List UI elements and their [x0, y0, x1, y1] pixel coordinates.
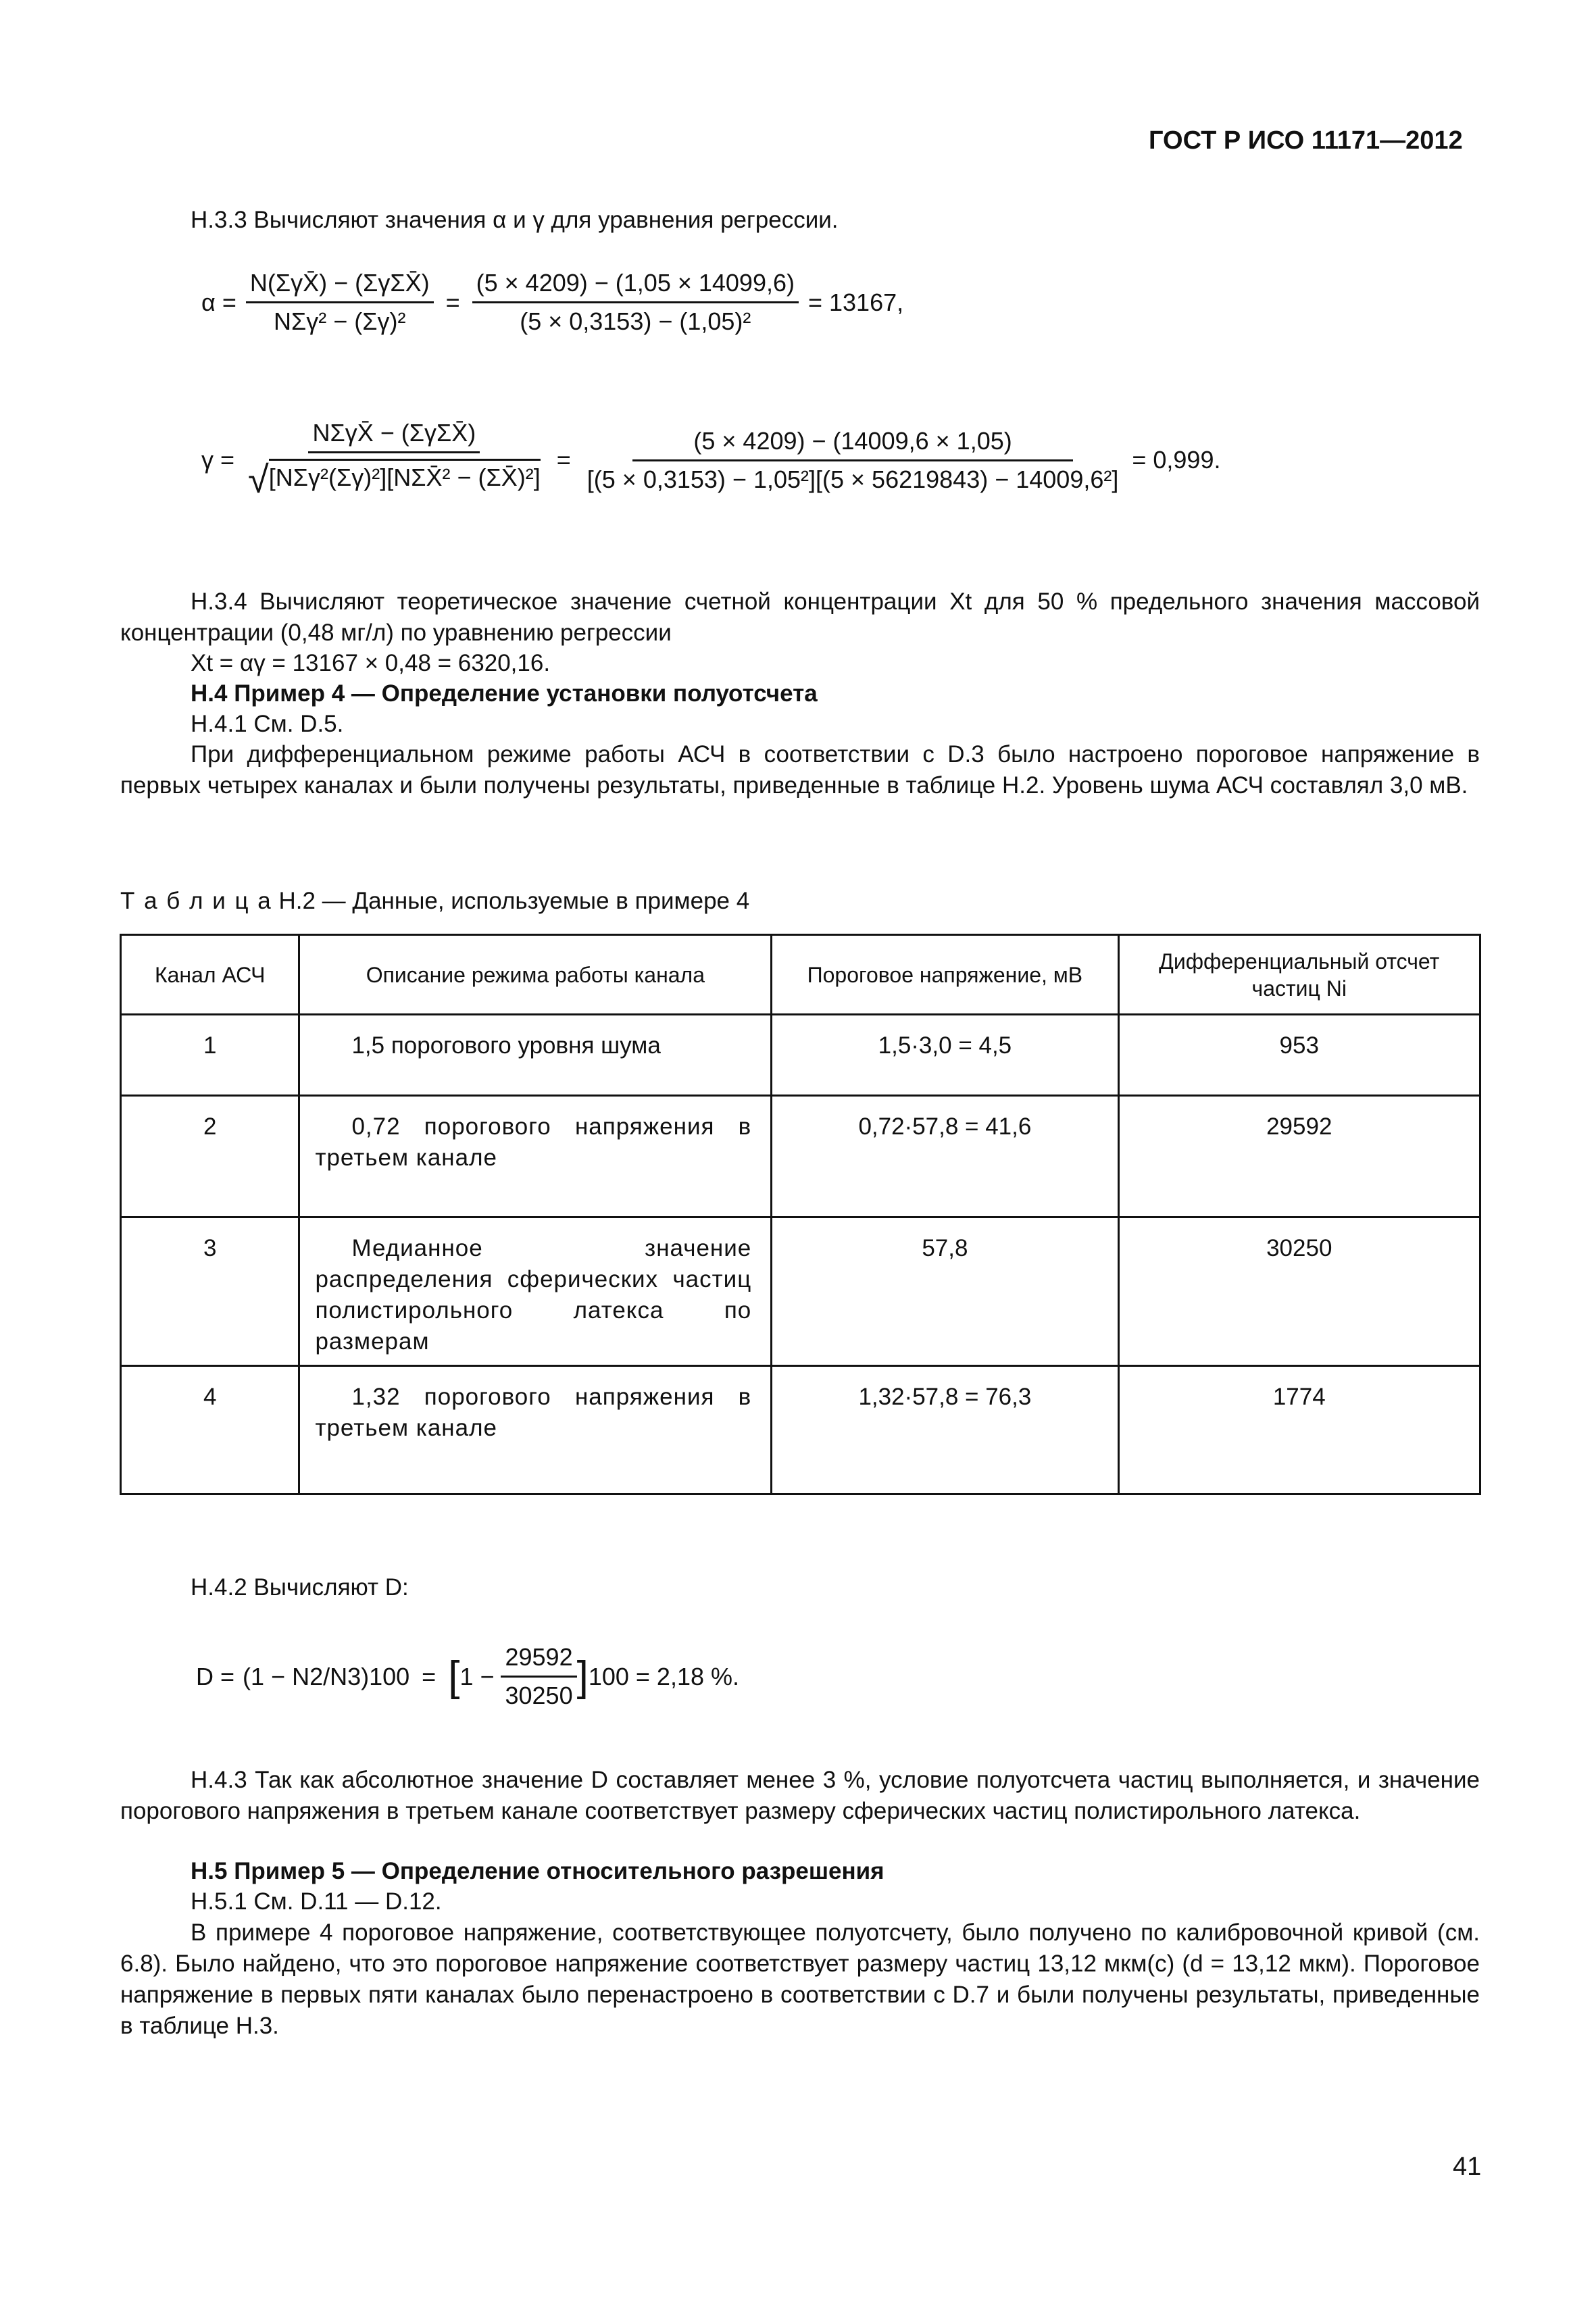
table-row: [121, 1015, 1480, 1096]
col-header-channel: Канал АСЧ: [121, 935, 299, 1015]
gamma-numeric-fraction: [583, 427, 1123, 494]
alpha-lhs: α =: [201, 288, 236, 316]
alpha-num-val: (5 × 4209) − (1,05 × 14099,6): [472, 269, 799, 303]
cell-description: 1,32 порогового напряжения в третьем канале: [299, 1366, 772, 1494]
section-h33: Н.3.3 Вычисляют значения α и γ для уравнения регрессии.: [191, 207, 839, 233]
para-h51: В примере 4 пороговое напряжение, соответствующее полуотсчету, было получено по калибровочной кривой (см. 6.8). Было найдено, что это пороговое напряжение соответствует размеру частиц 13,12 мкм(с) (d = 13,12 мкм). Пороговое напряжение в первых пяти каналах было перенастроено в соответствии с D.7 и были получены результаты, приведенные в таблице Н.3.: [120, 1919, 1480, 2039]
cell-channel: 3: [121, 1217, 299, 1366]
d-num: 29592: [501, 1643, 576, 1678]
gamma-result: = 0,999.: [1132, 446, 1221, 474]
col-header-count: Дифференциальный отсчет частиц Ni: [1118, 935, 1480, 1015]
cell-threshold: 1,32·57,8 = 76,3: [772, 1366, 1118, 1494]
para-h43: Н.4.3 Так как абсолютное значение D составляет менее 3 %, условие полуотсчета частиц выполняется, и значение порогового напряжения в третьем канале соответствует размеру сферических частиц полистирольного латекса.: [120, 1767, 1480, 1824]
para-h34: Н.3.4 Вычисляют теоретическое значение счетной концентрации Xt для 50 % предельного значения массовой концентрации (0,48 мг/л) по уравнению регрессии: [120, 588, 1480, 646]
line-h42: Н.4.2 Вычисляют D:: [191, 1574, 409, 1601]
cell-description: Медианное значение распределения сферических частиц полистирольного латекса по размерам: [299, 1217, 772, 1366]
alpha-symbolic-fraction: [246, 269, 434, 336]
gamma-num-val: (5 × 4209) − (14009,6 × 1,05): [632, 427, 1072, 461]
table-row: [121, 1096, 1480, 1217]
heading-h4: Н.4 Пример 4 — Определение установки полуотсчета: [191, 680, 818, 707]
cell-channel: 2: [121, 1096, 299, 1217]
table-row: [121, 1217, 1480, 1366]
cell-description: 1,5 порогового уровня шума: [299, 1015, 772, 1096]
cell-count: 953: [1118, 1015, 1480, 1096]
document-code: ГОСТ Р ИСО 11171—2012: [1149, 126, 1463, 155]
gamma-den-val: [(5 × 0,3153) − 1,05²][(5 × 56219843) − 14009,6²]: [587, 465, 1119, 493]
alpha-num-sym: N(ΣγX̄) − (ΣγΣX̄): [246, 269, 434, 303]
formula-d: D = (1 − N2/N3)100 = [ 1 − $\frac{29592}{30250}$ ] 100 = 2,18 %.: [196, 1643, 739, 1709]
cell-threshold: 57,8: [772, 1217, 1118, 1366]
gamma-lhs: γ =: [201, 446, 235, 474]
left-bracket-icon: [: [448, 1653, 460, 1700]
right-bracket-icon: ]: [576, 1653, 589, 1700]
d-symbolic: (1 − N2/N3)100: [243, 1662, 410, 1690]
formula-gamma: γ = $\frac{\text{NΣγX̄ − (ΣγΣX̄)}}{\text{√[NΣγ²(Σγ)²][NΣX̄² − (ΣX̄)²]}}$ = $\frac{(5 \times 4209) - (14009,6 \times 1,05)}{\text{[(5 × 0,3153) − 1,05²][(5 × 56219843) − 14009,6²]}}$ = 0,999.: [201, 419, 1221, 501]
cell-count: 1774: [1118, 1366, 1480, 1494]
d-lhs: D =: [196, 1662, 235, 1690]
d-result: 100 = 2,18 %.: [588, 1662, 739, 1690]
gamma-den-sym: [NΣγ²(Σγ)²][NΣX̄² − (ΣX̄)²]: [269, 459, 541, 491]
alpha-den-val: (5 × 0,3153) − (1,05)²: [520, 307, 751, 335]
para-h41: При дифференциальном режиме работы АСЧ в соответствии с D.3 было настроено пороговое напряжение в первых четырех каналах и были получены результаты, приведенные в таблице Н.2. Уровень шума АСЧ составлял 3,0 мВ.: [120, 741, 1480, 799]
d-den: 30250: [505, 1682, 573, 1709]
formula-alpha: α = $\frac{\text{N(ΣγX̄) − (ΣγΣX̄)}}{\text{NΣγ² − (Σγ)²}}$ = $\frac{(5 \times 4209) - (1,05 \times 14099,6)}{\text{(5 × 0,3153) − (1,05)²}}$ = 13167,: [201, 269, 904, 335]
cell-description: 0,72 порогового напряжения в третьем канале: [299, 1096, 772, 1217]
heading-h5: Н.5 Пример 5 — Определение относительного разрешения: [191, 1858, 884, 1884]
alpha-numeric-fraction: [472, 269, 799, 336]
cell-count: 29592: [1118, 1096, 1480, 1217]
line-xt: Xt = αγ = 13167 × 0,48 = 6320,16.: [191, 650, 551, 676]
gamma-num-sym: NΣγX̄ − (ΣγΣX̄): [308, 419, 480, 453]
cell-threshold: 0,72·57,8 = 41,6: [772, 1096, 1118, 1217]
alpha-result: = 13167,: [807, 288, 904, 316]
cell-channel: 1: [121, 1015, 299, 1096]
col-header-description: Описание режима работы канала: [299, 935, 772, 1015]
alpha-den-sym: NΣγ² − (Σγ)²: [273, 307, 406, 335]
data-table: [120, 934, 1481, 1495]
d-numeric-fraction: [501, 1643, 576, 1710]
cell-threshold: 1,5·3,0 = 4,5: [772, 1015, 1118, 1096]
table-row: [121, 1366, 1480, 1494]
cell-channel: 4: [121, 1366, 299, 1494]
line-h41: Н.4.1 См. D.5.: [191, 711, 344, 737]
sqrt-icon: √: [248, 458, 269, 501]
page-number: 41: [1453, 2153, 1482, 2181]
table-header-row: [121, 935, 1480, 1015]
table-caption: Т а б л и ц а Н.2 — Данные, используемые в примере 4: [120, 888, 750, 914]
line-h51: Н.5.1 См. D.11 — D.12.: [191, 1888, 442, 1915]
col-header-threshold: Пороговое напряжение, мВ: [772, 935, 1118, 1015]
gamma-symbolic-fraction: [244, 419, 545, 501]
cell-count: 30250: [1118, 1217, 1480, 1366]
